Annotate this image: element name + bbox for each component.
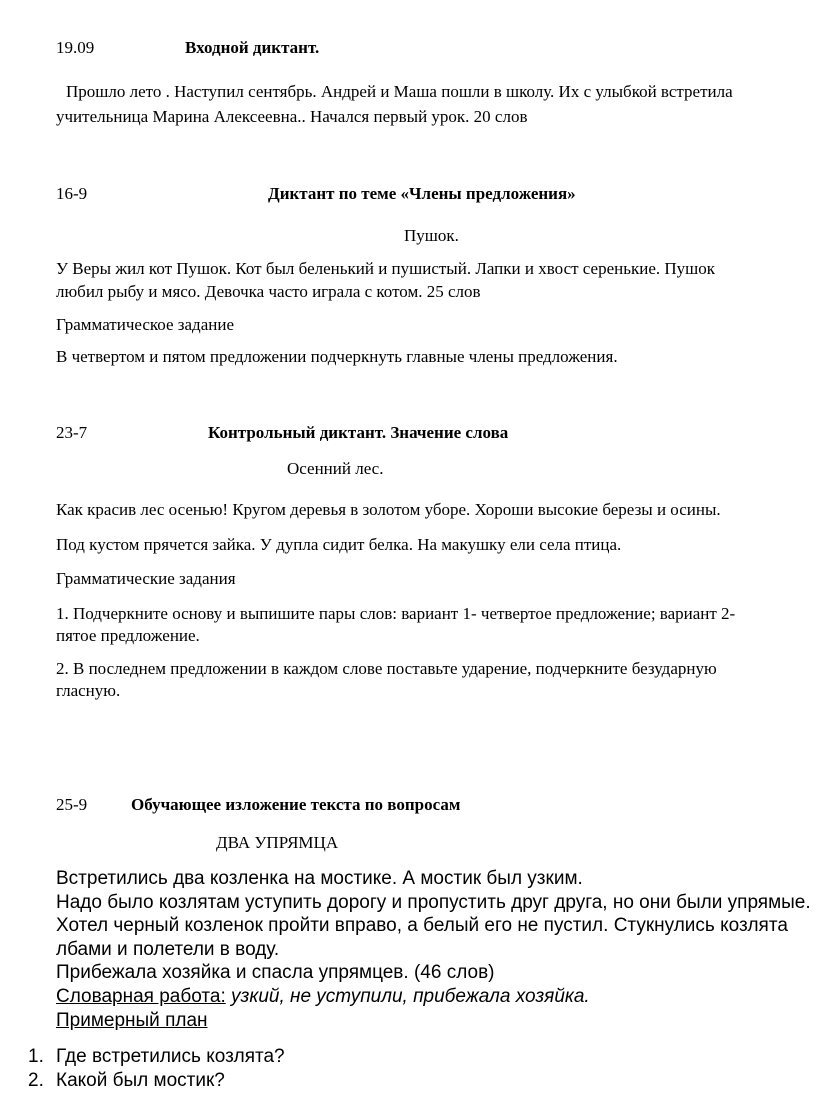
section-2-grammar-heading: Грамматическое задание	[56, 315, 234, 334]
section-3-grammar-heading: Грамматические задания	[56, 569, 236, 588]
vocabulary-line	[56, 986, 590, 1008]
section-4-date: 25-9	[56, 795, 88, 814]
plan-item-2-number: 2.	[28, 1070, 44, 1091]
section-2-text-line-2: любил рыбу и мясо. Девочка часто играла с котом. 25 слов	[56, 282, 481, 301]
section-2-date: 16-9	[56, 184, 88, 203]
section-4-subtitle: ДВА УПРЯМЦА	[216, 833, 339, 852]
vocabulary-label: Словарная работа:	[56, 986, 226, 1007]
section-3-title: Контрольный диктант. Значение слова	[208, 423, 509, 442]
section-3-task-1-line-2: пятое предложение.	[56, 626, 200, 645]
section-4-text-line-1: Встретились два козленка на мостике. А мостик был узким.	[56, 868, 583, 889]
section-4-title: Обучающее изложение текста по вопросам	[131, 795, 461, 814]
section-3-task-1-line-1: 1. Подчеркните основу и выпишите пары слов: вариант 1- четвертое предложение; вариант 2-	[56, 604, 736, 623]
section-1-title: Входной диктант.	[185, 38, 320, 57]
section-4-text-line-2: Надо было козлятам уступить дорогу и пропустить друг друга, но они были упрямые.	[56, 892, 811, 913]
plan-item-1-text: Где встретились козлята?	[56, 1046, 285, 1067]
plan-heading: Примерный план	[56, 1010, 208, 1031]
section-3-text-line-2: Под кустом прячется зайка. У дупла сидит белка. На макушку ели села птица.	[56, 535, 622, 554]
section-4-text-line-3: Хотел черный козленок пройти вправо, а белый его не пустил. Стукнулись козлята	[56, 915, 788, 936]
section-3-date: 23-7	[56, 423, 88, 442]
plan-item-1-number: 1.	[28, 1046, 44, 1067]
section-1-date: 19.09	[56, 38, 95, 57]
section-2-subtitle: Пушок.	[404, 226, 459, 245]
section-4-text-line-4: лбами и полетели в воду.	[56, 939, 280, 960]
section-2-title: Диктант по теме «Члены предложения»	[268, 184, 576, 203]
plan-item-2-text: Какой был мостик?	[56, 1070, 225, 1091]
section-1-text-line-1: Прошло лето . Наступил сентябрь. Андрей и Маша пошли в школу. Их с улыбкой встретила	[66, 82, 733, 101]
section-3-task-2-line-1: 2. В последнем предложении в каждом слове поставьте ударение, подчеркните безударную	[56, 659, 717, 678]
section-2-text-line-1: У Веры жил кот Пушок. Кот был беленький и пушистый. Лапки и хвост серенькие. Пушок	[56, 259, 716, 278]
section-3-subtitle: Осенний лес.	[287, 459, 384, 478]
section-3-text-line-1: Как красив лес осенью! Кругом деревья в золотом уборе. Хороши высокие березы и осины.	[56, 500, 721, 519]
vocabulary-words: узкий, не уступили, прибежала хозяйка.	[225, 986, 590, 1007]
section-2-task: В четвертом и пятом предложении подчеркнуть главные члены предложения.	[56, 347, 618, 366]
section-4-text-line-5: Прибежала хозяйка и спасла упрямцев. (46 слов)	[56, 962, 495, 983]
section-3-task-2-line-2: гласную.	[56, 681, 121, 700]
section-1-text-line-2: учительница Марина Алексеевна.. Начался первый урок. 20 слов	[56, 107, 528, 126]
